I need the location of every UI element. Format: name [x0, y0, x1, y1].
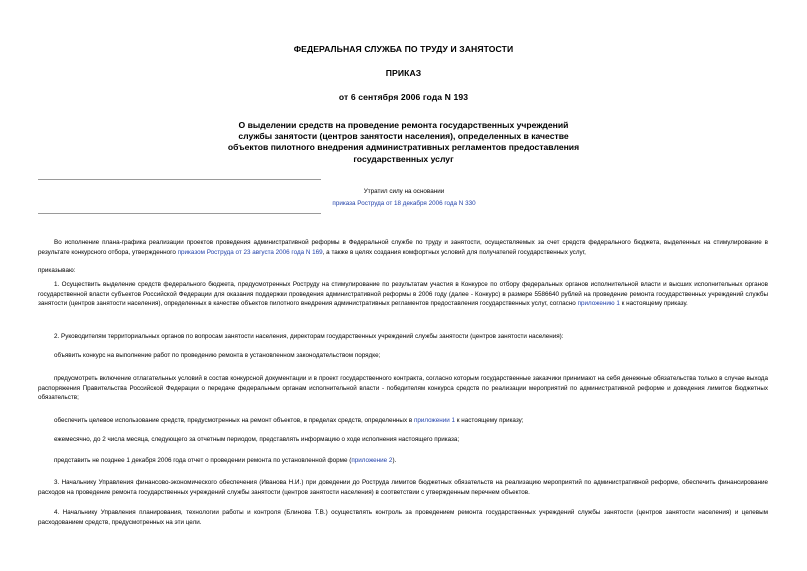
p2-5-text: представить не позднее 1 декабря 2006 года отчет о проведении ремонта по установленной форме ( — [54, 457, 352, 464]
order-169-link[interactable]: приказом Роструда от 23 августа 2006 года N 169 — [177, 248, 323, 256]
order-word: приказываю: — [38, 267, 76, 274]
repeal-order-link[interactable]: приказа Роструда от 18 декабря 2006 года N 330 — [332, 200, 476, 207]
paragraph-4: 4. Начальнику Управления планирования, технологии работы и контроля (Блинова Т.В.) осуществлять контроль за проведением ремонта государственных учреждений службы занятости (центров занятости населения) и целевым расходованием средств, предусмотренных на эти цели. — [38, 509, 768, 526]
divider-top — [38, 179, 321, 180]
paragraph-2-3 — [38, 416, 768, 426]
p2-3-text: обеспечить целевое использование средств, предусмотренных на ремонт объектов, в пределах средств, определенных в — [54, 417, 414, 424]
repeal-note — [300, 200, 508, 208]
paragraph-2-5 — [38, 456, 768, 466]
intro-text-end: , а также в целях создания комфортных условий для получателей государственных услуг, — [322, 248, 586, 256]
paragraph-3: 3. Начальнику Управления финансово-экономического обеспечения (Иванова Н.И.) при доведении до Роструда лимитов бюджетных обязательств на реализацию мероприятий по административной реформе, обеспечить финансирование расходов на проведение ремонта государственных учреждений службы занятости (центров занятости населения) в соответствии с утвержденным перечнем объектов. — [38, 479, 768, 496]
doc-date-number: от 6 сентября 2006 года N 193 — [338, 92, 469, 102]
title-line: службы занятости (центров занятости населения), определенных в качестве — [238, 131, 569, 142]
doc-title — [200, 120, 607, 165]
p1-text: 1. Осуществить выделение средств федерального бюджета, предусмотренных Роструду на стимулирование по результатам участия в Конкурсе по отбору федеральных органов исполнительной власти и высших исполнительных органов государственной власти субъектов Российской Федерации для оказания поддержки проведения административной реформы в 2006 году (далее - Конкурс) в размере 5586640 рублей на проведение ремонта государственных учреждений службы занятости (центров занятости населения), определенных в качестве объектов пилотного внедрения административных регламентов предоставления государственных услуг, согласно — [38, 281, 768, 308]
paragraph-1 — [38, 280, 768, 309]
appendix-2-link[interactable]: приложение 2 — [351, 457, 393, 464]
appendix-1-link[interactable]: приложению 1 — [577, 300, 620, 308]
title-line: объектов пилотного внедрения административных регламентов предоставления — [227, 142, 580, 153]
doc-type: ПРИКАЗ — [385, 68, 422, 78]
paragraph-2-2: предусмотреть включение отлагательных условий в состав конкурсной документации и в проект государственного контракта, согласно которым государственные заказчики принимают на себя денежные обязательства только в случае выхода распоряжения Правительства Российской Федерации о передаче федеральным органам исполнительной власти - победителям конкурса средств по реализации мероприятий по административной реформе и доведения лимитов бюджетных обязательств; — [38, 375, 768, 402]
p2-3-text-end: к настоящему приказу; — [455, 417, 524, 424]
paragraph-2: 2. Руководителям территориальных органов по вопросам занятости населения, директорам государственных учреждений службы занятости (центров занятости населения): — [54, 333, 564, 340]
title-line: государственных услуг — [353, 153, 454, 164]
paragraph-2-1: объявить конкурс на выполнение работ по проведению ремонта в установленном законодательством порядке; — [54, 352, 381, 359]
agency-name: ФЕДЕРАЛЬНАЯ СЛУЖБА ПО ТРУДУ И ЗАНЯТОСТИ — [293, 44, 514, 54]
intro-paragraph — [38, 238, 768, 257]
title-line: О выделении средств на проведение ремонта государственных учреждений — [238, 120, 569, 130]
p2-5-text-end: ). — [392, 457, 397, 464]
repeal-note-text: Утратил силу на основании — [363, 188, 445, 195]
p1-text-end: к настоящему приказу. — [619, 300, 688, 308]
divider-bottom — [38, 213, 321, 214]
paragraph-2-4: ежемесячно, до 2 числа месяца, следующего за отчетным периодом, представлять информацию о ходе исполнения настоящего приказа; — [54, 436, 460, 443]
intro-text: Во исполнение плана-графика реализации проектов проведения административной реформы в Федеральной службе по труду и занятости, осуществляемых за счет средств федерального бюджета, выделенных на стимулирование в результате конкурсного отбора, утвержденного — [38, 239, 768, 256]
appendix-1-link-2[interactable]: приложении 1 — [413, 417, 456, 424]
